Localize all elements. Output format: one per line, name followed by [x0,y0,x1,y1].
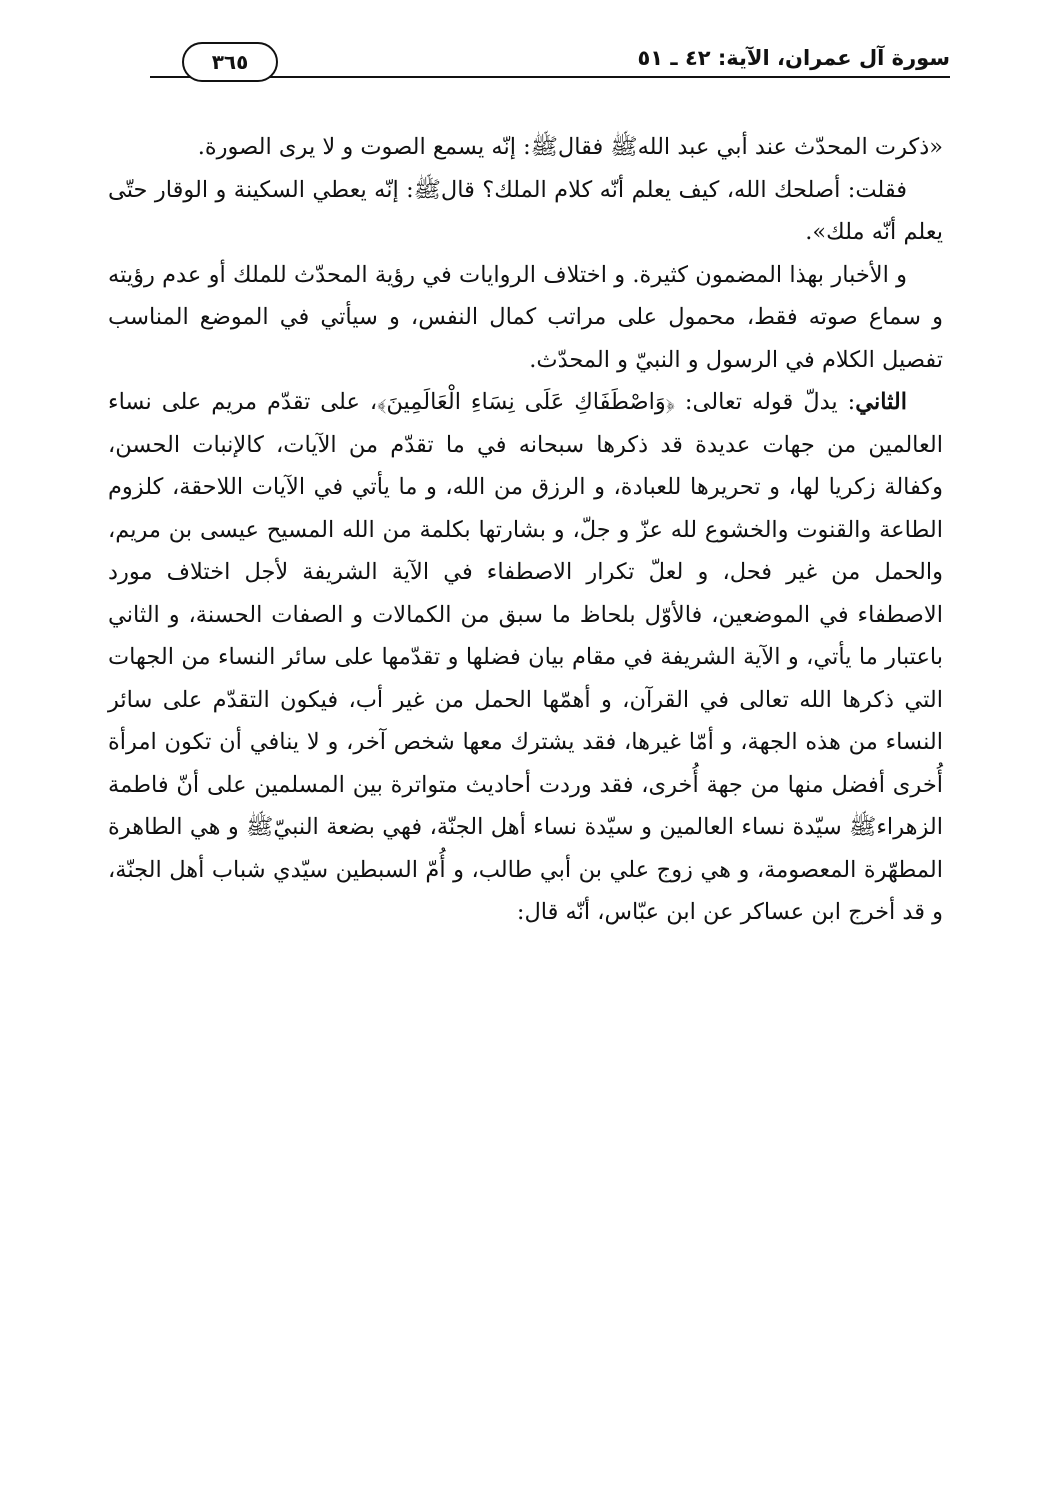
paragraph-second-point [108,381,943,934]
page-number-badge: ٣٦٥ [182,42,278,82]
paragraph-text: : يدلّ قوله تعالى: ﴿وَاصْطَفَاكِ عَلَى نِسَاءِ الْعَالَمِينَ﴾، على تقدّم مريم على نساء العالمين من جهات عديدة قد ذكرها سبحانه في ما تقدّم من الآيات، كالإنبات الحسن، وكفالة زكريا لها، و تحريرها للعبادة، و الرزق من الله، و ما يأتي في الآيات اللاحقة، كلزوم الطاعة والقنوت والخشوع لله عزّ و جلّ، و بشارتها بكلمة من الله المسيح عيسى بن مريم، والحمل من غير فحل، و لعلّ تكرار الاصطفاء في الآية الشريفة لأجل اختلاف مورد الاصطفاء في الموضعين، فالأوّل بلحاظ ما سبق من الكمالات و الصفات الحسنة، و الثاني باعتبار ما يأتي، و الآية الشريفة في مقام بيان فضلها و تقدّمها على سائر النساء من الجهات التي ذكرها الله تعالى في القرآن، و أهمّها الحمل من غير أب، فيكون التقدّم على سائر النساء من هذه الجهة، و أمّا غيرها، فقد يشترك معها شخص آخر، و لا ينافي أن تكون امرأة أُخرى أفضل منها من جهة أُخرى، فقد وردت أحاديث متواترة بين المسلمين على أنّ فاطمة الزهراءﷺ سيّدة نساء العالمين و سيّدة نساء أهل الجنّة، فهي بضعة النبيّﷺ و هي الطاهرة المطهّرة المعصومة، و هي زوج علي بن أبي طالب، و أُمّ السبطين سيّدي شباب أهل الجنّة، و قد أخرج ابن عساكر عن ابن عبّاس، أنّه قال: [108,389,943,925]
paragraph-text: و الأخبار بهذا المضمون كثيرة. و اختلاف الروايات في رؤية المحدّث للملك أو عدم رؤيته و سماع صوته فقط، محمول على مراتب كمال النفس، و سيأتي في الموضع المناسب تفصيل الكلام في الرسول و النبيّ و المحدّث. [108,261,943,373]
surah-verse-heading: سورة آل عمران، الآية: ٤٢ ـ ٥١ [637,46,950,70]
body-text [108,126,943,934]
paragraph-narrations [108,254,943,382]
paragraph-text: فقلت: أصلحك الله، كيف يعلم أنّه كلام الملك؟ قالﷺ: إنّه يعطي السكينة و الوقار حتّى يعلم أنّه ملك». [108,176,943,245]
paragraph-text: «ذكرت المحدّث عند أبي عبد اللهﷺ فقالﷺ: إنّه يسمع الصوت و لا يرى الصورة. [197,134,943,160]
paragraph-quote-part2 [108,169,943,254]
paragraph-quote-part1 [108,126,943,169]
paragraph-lead-word: الثاني [855,389,907,415]
page-header [150,40,950,84]
